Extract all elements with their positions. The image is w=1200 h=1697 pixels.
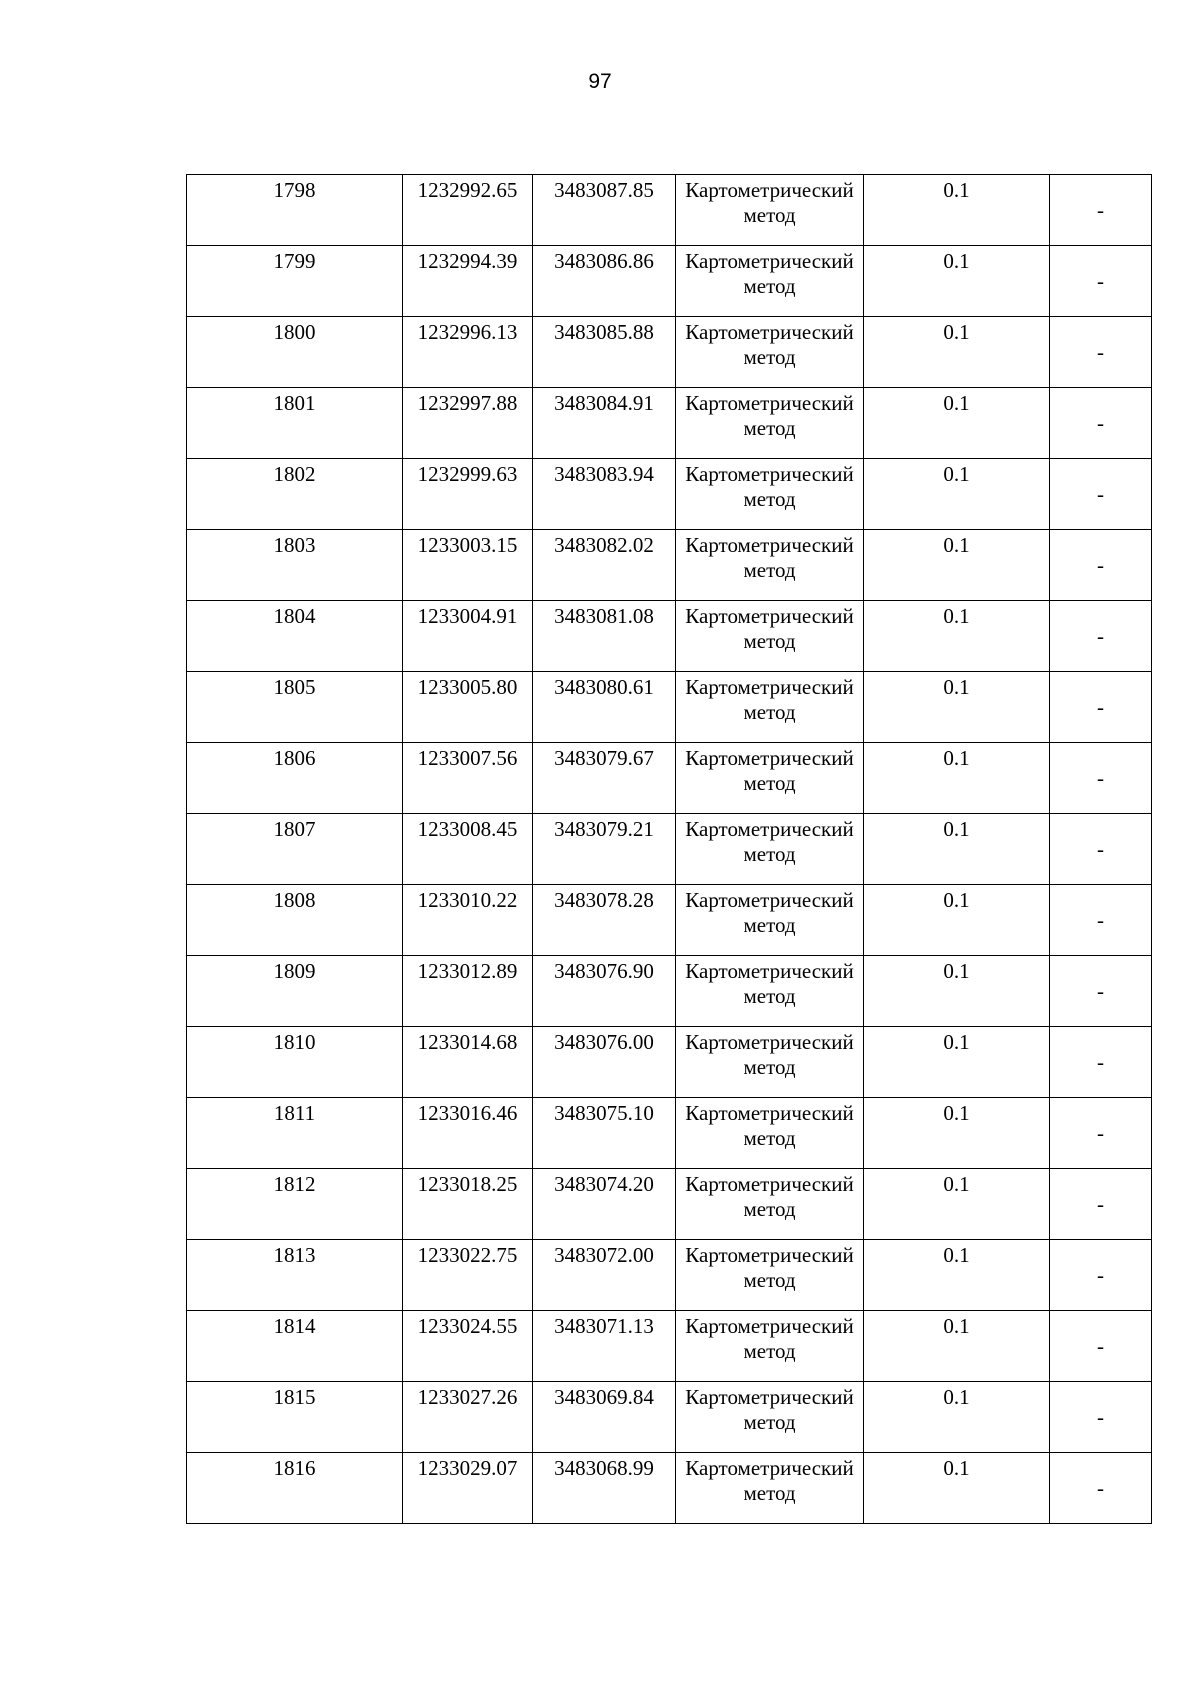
table-row bbox=[187, 175, 1152, 246]
point-number: 1807 bbox=[273, 817, 316, 841]
y-coordinate: 3483086.86 bbox=[554, 249, 654, 273]
accuracy-value: 0.1 bbox=[943, 1456, 970, 1480]
y-coordinate-cell bbox=[533, 388, 676, 459]
y-coordinate: 3483068.99 bbox=[554, 1456, 654, 1480]
y-coordinate: 3483085.88 bbox=[554, 320, 654, 344]
accuracy-cell bbox=[864, 956, 1050, 1027]
table-row bbox=[187, 885, 1152, 956]
table-row bbox=[187, 1382, 1152, 1453]
method-line-1: Картометрический bbox=[685, 604, 854, 628]
method-cell bbox=[676, 956, 864, 1027]
table-row bbox=[187, 601, 1152, 672]
x-coordinate: 1233003.15 bbox=[417, 533, 518, 557]
method-cell bbox=[676, 1382, 864, 1453]
accuracy-value: 0.1 bbox=[943, 888, 970, 912]
y-coordinate: 3483072.00 bbox=[554, 1243, 654, 1267]
accuracy-cell bbox=[864, 601, 1050, 672]
point-number: 1813 bbox=[273, 1243, 316, 1267]
point-number-cell bbox=[187, 1098, 403, 1169]
y-coordinate-cell bbox=[533, 1453, 676, 1524]
method-line-2: метод bbox=[743, 771, 796, 795]
table-row bbox=[187, 743, 1152, 814]
point-number: 1798 bbox=[273, 178, 316, 202]
method-line-2: метод bbox=[743, 1268, 796, 1292]
point-number: 1812 bbox=[273, 1172, 316, 1196]
point-number-cell bbox=[187, 885, 403, 956]
point-number: 1800 bbox=[273, 320, 316, 344]
x-coordinate-cell bbox=[403, 601, 533, 672]
y-coordinate: 3483071.13 bbox=[554, 1314, 654, 1338]
accuracy-cell bbox=[864, 1169, 1050, 1240]
x-coordinate: 1233004.91 bbox=[417, 604, 518, 628]
x-coordinate: 1233008.45 bbox=[417, 817, 518, 841]
method-line-2: метод bbox=[743, 913, 796, 937]
y-coordinate-cell bbox=[533, 1169, 676, 1240]
method-line-1: Картометрический bbox=[685, 1243, 854, 1267]
point-number-cell bbox=[187, 1027, 403, 1098]
method-line-1: Картометрический bbox=[685, 1314, 854, 1338]
y-coordinate: 3483080.61 bbox=[554, 675, 654, 699]
note-cell bbox=[1050, 317, 1152, 388]
accuracy-cell bbox=[864, 1311, 1050, 1382]
accuracy-value: 0.1 bbox=[943, 1243, 970, 1267]
note-value: - bbox=[1097, 1120, 1104, 1145]
method-line-2: метод bbox=[743, 558, 796, 582]
accuracy-cell bbox=[864, 1027, 1050, 1098]
y-coordinate: 3483069.84 bbox=[554, 1385, 654, 1409]
accuracy-value: 0.1 bbox=[943, 817, 970, 841]
point-number-cell bbox=[187, 246, 403, 317]
point-number: 1810 bbox=[273, 1030, 316, 1054]
table-row bbox=[187, 672, 1152, 743]
accuracy-value: 0.1 bbox=[943, 1030, 970, 1054]
x-coordinate-cell bbox=[403, 459, 533, 530]
accuracy-value: 0.1 bbox=[943, 1314, 970, 1338]
y-coordinate-cell bbox=[533, 246, 676, 317]
point-number: 1805 bbox=[273, 675, 316, 699]
y-coordinate: 3483082.02 bbox=[554, 533, 654, 557]
x-coordinate-cell bbox=[403, 672, 533, 743]
point-number-cell bbox=[187, 956, 403, 1027]
x-coordinate-cell bbox=[403, 1453, 533, 1524]
point-number: 1811 bbox=[273, 1101, 316, 1125]
method-cell bbox=[676, 672, 864, 743]
method-cell bbox=[676, 1027, 864, 1098]
table-row bbox=[187, 1169, 1152, 1240]
x-coordinate: 1232994.39 bbox=[417, 249, 518, 273]
table-row bbox=[187, 246, 1152, 317]
method-line-1: Картометрический bbox=[685, 1385, 854, 1409]
method-line-1: Картометрический bbox=[685, 533, 854, 557]
note-value: - bbox=[1097, 197, 1104, 222]
note-value: - bbox=[1097, 765, 1104, 790]
x-coordinate-cell bbox=[403, 1382, 533, 1453]
note-value: - bbox=[1097, 907, 1104, 932]
accuracy-value: 0.1 bbox=[943, 249, 970, 273]
method-line-2: метод bbox=[743, 1339, 796, 1363]
note-cell bbox=[1050, 885, 1152, 956]
note-value: - bbox=[1097, 552, 1104, 577]
x-coordinate-cell bbox=[403, 885, 533, 956]
x-coordinate-cell bbox=[403, 246, 533, 317]
method-line-1: Картометрический bbox=[685, 178, 854, 202]
x-coordinate: 1233016.46 bbox=[417, 1101, 518, 1125]
accuracy-cell bbox=[864, 672, 1050, 743]
y-coordinate: 3483081.08 bbox=[554, 604, 654, 628]
y-coordinate: 3483079.21 bbox=[554, 817, 654, 841]
y-coordinate: 3483079.67 bbox=[554, 746, 654, 770]
note-cell bbox=[1050, 530, 1152, 601]
note-value: - bbox=[1097, 481, 1104, 506]
x-coordinate-cell bbox=[403, 1098, 533, 1169]
y-coordinate-cell bbox=[533, 601, 676, 672]
method-line-2: метод bbox=[743, 274, 796, 298]
point-number: 1809 bbox=[273, 959, 316, 983]
method-cell bbox=[676, 1240, 864, 1311]
method-line-1: Картометрический bbox=[685, 320, 854, 344]
method-line-1: Картометрический bbox=[685, 1030, 854, 1054]
method-cell bbox=[676, 601, 864, 672]
y-coordinate-cell bbox=[533, 672, 676, 743]
accuracy-cell bbox=[864, 246, 1050, 317]
method-line-2: метод bbox=[743, 487, 796, 511]
point-number: 1801 bbox=[273, 391, 316, 415]
x-coordinate: 1233018.25 bbox=[417, 1172, 518, 1196]
note-cell bbox=[1050, 956, 1152, 1027]
accuracy-cell bbox=[864, 743, 1050, 814]
accuracy-value: 0.1 bbox=[943, 533, 970, 557]
point-number: 1803 bbox=[273, 533, 316, 557]
note-cell bbox=[1050, 388, 1152, 459]
method-line-1: Картометрический bbox=[685, 888, 854, 912]
point-number-cell bbox=[187, 388, 403, 459]
accuracy-cell bbox=[864, 814, 1050, 885]
accuracy-value: 0.1 bbox=[943, 675, 970, 699]
y-coordinate: 3483087.85 bbox=[554, 178, 654, 202]
note-value: - bbox=[1097, 268, 1104, 293]
y-coordinate-cell bbox=[533, 175, 676, 246]
table-row bbox=[187, 1240, 1152, 1311]
table-row bbox=[187, 1311, 1152, 1382]
note-cell bbox=[1050, 1311, 1152, 1382]
y-coordinate-cell bbox=[533, 1098, 676, 1169]
method-cell bbox=[676, 175, 864, 246]
method-cell bbox=[676, 1453, 864, 1524]
x-coordinate: 1233029.07 bbox=[417, 1456, 518, 1480]
method-line-1: Картометрический bbox=[685, 462, 854, 486]
point-number-cell bbox=[187, 1453, 403, 1524]
method-line-1: Картометрический bbox=[685, 959, 854, 983]
note-cell bbox=[1050, 175, 1152, 246]
method-line-2: метод bbox=[743, 984, 796, 1008]
y-coordinate-cell bbox=[533, 814, 676, 885]
x-coordinate: 1232999.63 bbox=[417, 462, 518, 486]
note-value: - bbox=[1097, 1475, 1104, 1500]
x-coordinate: 1233022.75 bbox=[417, 1243, 518, 1267]
x-coordinate-cell bbox=[403, 743, 533, 814]
y-coordinate: 3483076.00 bbox=[554, 1030, 654, 1054]
table-row bbox=[187, 956, 1152, 1027]
x-coordinate: 1233014.68 bbox=[417, 1030, 518, 1054]
y-coordinate-cell bbox=[533, 956, 676, 1027]
point-number-cell bbox=[187, 1240, 403, 1311]
method-line-2: метод bbox=[743, 700, 796, 724]
point-number: 1816 bbox=[273, 1456, 316, 1480]
y-coordinate-cell bbox=[533, 317, 676, 388]
method-line-1: Картометрический bbox=[685, 1172, 854, 1196]
accuracy-value: 0.1 bbox=[943, 462, 970, 486]
note-value: - bbox=[1097, 623, 1104, 648]
note-cell bbox=[1050, 246, 1152, 317]
accuracy-value: 0.1 bbox=[943, 959, 970, 983]
point-number-cell bbox=[187, 1382, 403, 1453]
x-coordinate-cell bbox=[403, 175, 533, 246]
method-cell bbox=[676, 1311, 864, 1382]
method-cell bbox=[676, 246, 864, 317]
accuracy-cell bbox=[864, 459, 1050, 530]
accuracy-cell bbox=[864, 317, 1050, 388]
table-row bbox=[187, 459, 1152, 530]
method-line-2: метод bbox=[743, 1410, 796, 1434]
point-number-cell bbox=[187, 601, 403, 672]
accuracy-value: 0.1 bbox=[943, 604, 970, 628]
x-coordinate-cell bbox=[403, 956, 533, 1027]
x-coordinate: 1233027.26 bbox=[417, 1385, 518, 1409]
y-coordinate: 3483075.10 bbox=[554, 1101, 654, 1125]
point-number-cell bbox=[187, 814, 403, 885]
method-cell bbox=[676, 530, 864, 601]
table-row bbox=[187, 530, 1152, 601]
accuracy-cell bbox=[864, 530, 1050, 601]
method-line-2: метод bbox=[743, 203, 796, 227]
method-line-1: Картометрический bbox=[685, 746, 854, 770]
point-number-cell bbox=[187, 672, 403, 743]
x-coordinate: 1232992.65 bbox=[417, 178, 518, 202]
point-number: 1814 bbox=[273, 1314, 316, 1338]
method-cell bbox=[676, 459, 864, 530]
method-cell bbox=[676, 388, 864, 459]
note-value: - bbox=[1097, 1262, 1104, 1287]
x-coordinate-cell bbox=[403, 317, 533, 388]
y-coordinate-cell bbox=[533, 530, 676, 601]
accuracy-cell bbox=[864, 388, 1050, 459]
table-row bbox=[187, 317, 1152, 388]
y-coordinate-cell bbox=[533, 1311, 676, 1382]
page-number: 97 bbox=[588, 70, 612, 93]
point-number: 1808 bbox=[273, 888, 316, 912]
y-coordinate-cell bbox=[533, 1382, 676, 1453]
note-cell bbox=[1050, 601, 1152, 672]
table-body bbox=[187, 175, 1152, 1524]
note-cell bbox=[1050, 743, 1152, 814]
note-cell bbox=[1050, 1027, 1152, 1098]
point-number-cell bbox=[187, 1169, 403, 1240]
accuracy-cell bbox=[864, 1453, 1050, 1524]
point-number-cell bbox=[187, 743, 403, 814]
note-cell bbox=[1050, 1382, 1152, 1453]
x-coordinate: 1233012.89 bbox=[417, 959, 518, 983]
note-value: - bbox=[1097, 1049, 1104, 1074]
point-number: 1799 bbox=[273, 249, 316, 273]
y-coordinate: 3483074.20 bbox=[554, 1172, 654, 1196]
accuracy-cell bbox=[864, 175, 1050, 246]
point-number: 1806 bbox=[273, 746, 316, 770]
table-row bbox=[187, 1453, 1152, 1524]
x-coordinate-cell bbox=[403, 1240, 533, 1311]
accuracy-value: 0.1 bbox=[943, 178, 970, 202]
x-coordinate: 1233007.56 bbox=[417, 746, 518, 770]
method-line-1: Картометрический bbox=[685, 817, 854, 841]
coordinates-table bbox=[186, 174, 1152, 1524]
point-number-cell bbox=[187, 1311, 403, 1382]
accuracy-cell bbox=[864, 885, 1050, 956]
note-cell bbox=[1050, 672, 1152, 743]
note-value: - bbox=[1097, 1404, 1104, 1429]
note-cell bbox=[1050, 1240, 1152, 1311]
x-coordinate-cell bbox=[403, 530, 533, 601]
method-line-1: Картометрический bbox=[685, 1456, 854, 1480]
method-cell bbox=[676, 1169, 864, 1240]
accuracy-value: 0.1 bbox=[943, 391, 970, 415]
x-coordinate: 1232996.13 bbox=[417, 320, 518, 344]
point-number-cell bbox=[187, 459, 403, 530]
table-row bbox=[187, 388, 1152, 459]
point-number-cell bbox=[187, 530, 403, 601]
note-value: - bbox=[1097, 410, 1104, 435]
method-line-1: Картометрический bbox=[685, 1101, 854, 1125]
accuracy-cell bbox=[864, 1240, 1050, 1311]
table-row bbox=[187, 814, 1152, 885]
note-cell bbox=[1050, 459, 1152, 530]
accuracy-value: 0.1 bbox=[943, 1101, 970, 1125]
point-number: 1802 bbox=[273, 462, 316, 486]
method-line-2: метод bbox=[743, 1481, 796, 1505]
note-value: - bbox=[1097, 339, 1104, 364]
accuracy-value: 0.1 bbox=[943, 320, 970, 344]
note-cell bbox=[1050, 1453, 1152, 1524]
method-line-2: метод bbox=[743, 1197, 796, 1221]
accuracy-cell bbox=[864, 1098, 1050, 1169]
x-coordinate-cell bbox=[403, 1311, 533, 1382]
method-cell bbox=[676, 743, 864, 814]
note-cell bbox=[1050, 1169, 1152, 1240]
accuracy-cell bbox=[864, 1382, 1050, 1453]
method-cell bbox=[676, 317, 864, 388]
method-line-1: Картометрический bbox=[685, 391, 854, 415]
method-line-2: метод bbox=[743, 842, 796, 866]
y-coordinate-cell bbox=[533, 459, 676, 530]
y-coordinate: 3483078.28 bbox=[554, 888, 654, 912]
method-line-2: метод bbox=[743, 1126, 796, 1150]
x-coordinate: 1232997.88 bbox=[417, 391, 518, 415]
point-number: 1804 bbox=[273, 604, 316, 628]
note-value: - bbox=[1097, 836, 1104, 861]
note-value: - bbox=[1097, 978, 1104, 1003]
accuracy-value: 0.1 bbox=[943, 1172, 970, 1196]
x-coordinate-cell bbox=[403, 1027, 533, 1098]
method-cell bbox=[676, 1098, 864, 1169]
note-value: - bbox=[1097, 1191, 1104, 1216]
x-coordinate-cell bbox=[403, 814, 533, 885]
method-line-2: метод bbox=[743, 1055, 796, 1079]
accuracy-value: 0.1 bbox=[943, 746, 970, 770]
note-cell bbox=[1050, 1098, 1152, 1169]
method-cell bbox=[676, 885, 864, 956]
method-line-1: Картометрический bbox=[685, 249, 854, 273]
y-coordinate: 3483083.94 bbox=[554, 462, 654, 486]
y-coordinate: 3483076.90 bbox=[554, 959, 654, 983]
x-coordinate-cell bbox=[403, 388, 533, 459]
y-coordinate-cell bbox=[533, 1027, 676, 1098]
method-line-2: метод bbox=[743, 416, 796, 440]
method-line-2: метод bbox=[743, 345, 796, 369]
note-value: - bbox=[1097, 694, 1104, 719]
accuracy-value: 0.1 bbox=[943, 1385, 970, 1409]
y-coordinate-cell bbox=[533, 1240, 676, 1311]
table-row bbox=[187, 1098, 1152, 1169]
y-coordinate: 3483084.91 bbox=[554, 391, 654, 415]
method-cell bbox=[676, 814, 864, 885]
x-coordinate-cell bbox=[403, 1169, 533, 1240]
y-coordinate-cell bbox=[533, 885, 676, 956]
method-line-1: Картометрический bbox=[685, 675, 854, 699]
y-coordinate-cell bbox=[533, 743, 676, 814]
point-number-cell bbox=[187, 175, 403, 246]
x-coordinate: 1233024.55 bbox=[417, 1314, 518, 1338]
note-value: - bbox=[1097, 1333, 1104, 1358]
point-number: 1815 bbox=[273, 1385, 316, 1409]
x-coordinate: 1233005.80 bbox=[417, 675, 518, 699]
table-row bbox=[187, 1027, 1152, 1098]
point-number-cell bbox=[187, 317, 403, 388]
method-line-2: метод bbox=[743, 629, 796, 653]
x-coordinate: 1233010.22 bbox=[417, 888, 518, 912]
note-cell bbox=[1050, 814, 1152, 885]
